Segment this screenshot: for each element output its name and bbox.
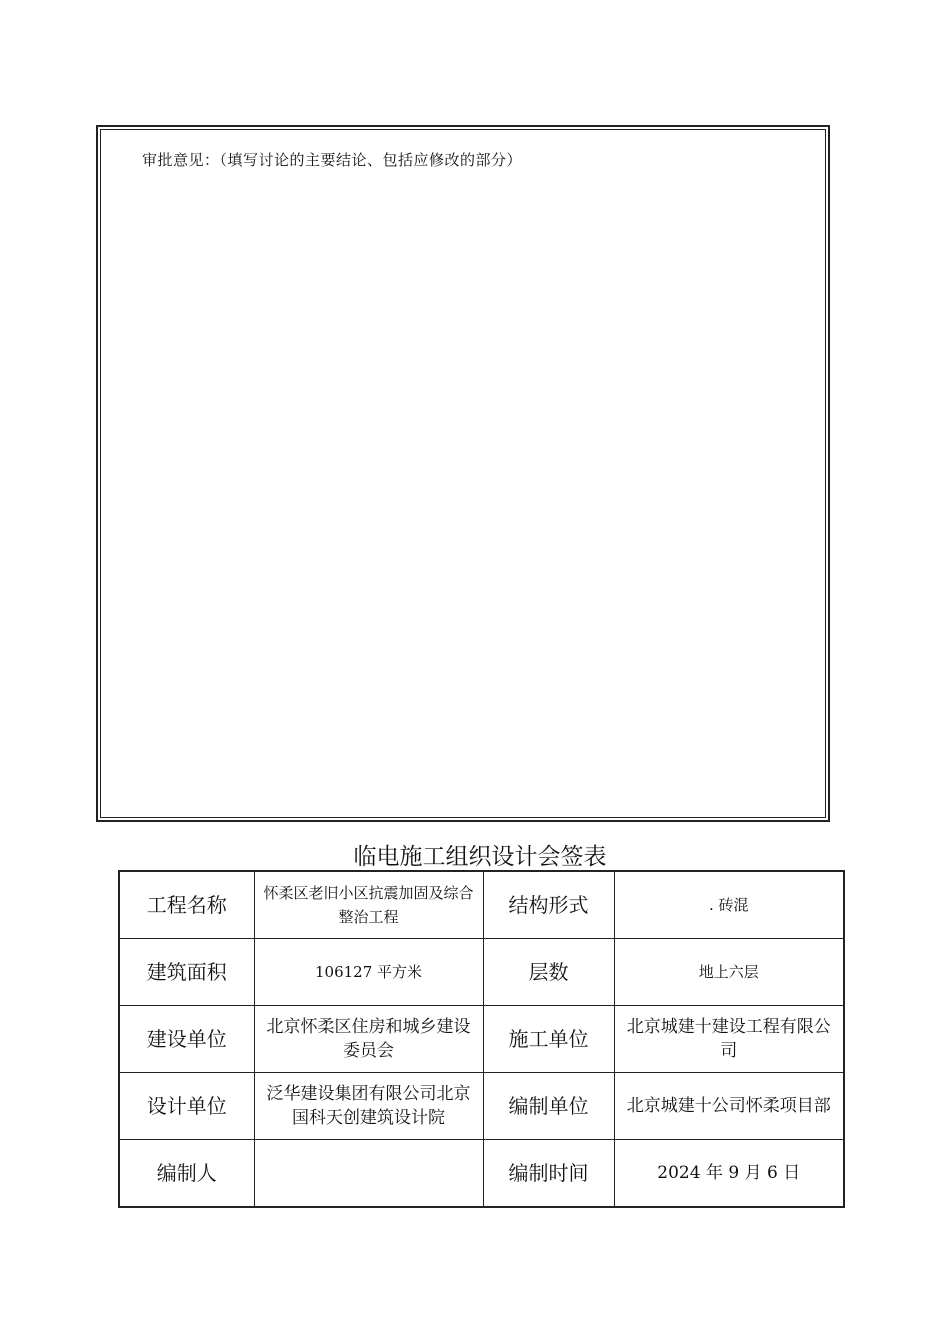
compiling-unit-label: 编制单位 xyxy=(483,1073,614,1140)
form-title: 临电施工组织设计会签表 xyxy=(353,844,607,870)
table-row xyxy=(119,1073,844,1140)
approval-opinion-label: 审批意见：（填写讨论的主要结论、包括应修改的部分） xyxy=(142,151,523,169)
approval-opinion-box[interactable] xyxy=(96,125,830,822)
building-area-value: 106127 平方米 xyxy=(254,939,483,1006)
design-unit-label: 设计单位 xyxy=(119,1073,254,1140)
compile-date-value: 2024 年 9 月 6 日 xyxy=(614,1140,844,1208)
table-row xyxy=(119,1140,844,1208)
compiler-label: 编制人 xyxy=(119,1140,254,1208)
compiling-unit-value: 北京城建十公司怀柔项目部 xyxy=(614,1073,844,1140)
building-area-label: 建筑面积 xyxy=(119,939,254,1006)
compile-date-label: 编制时间 xyxy=(483,1140,614,1208)
structure-type-value: . 砖混 xyxy=(614,871,844,939)
table-row xyxy=(119,939,844,1006)
compiler-value[interactable] xyxy=(254,1140,483,1208)
design-unit-value: 泛华建设集团有限公司北京国科天创建筑设计院 xyxy=(254,1073,483,1140)
construction-unit-label: 施工单位 xyxy=(483,1006,614,1073)
owner-unit-label: 建设单位 xyxy=(119,1006,254,1073)
table-row xyxy=(119,871,844,939)
floor-count-label: 层数 xyxy=(483,939,614,1006)
owner-unit-value: 北京怀柔区住房和城乡建设委员会 xyxy=(254,1006,483,1073)
signoff-table xyxy=(118,870,845,1208)
structure-type-label: 结构形式 xyxy=(483,871,614,939)
construction-unit-value: 北京城建十建设工程有限公司 xyxy=(614,1006,844,1073)
table-row xyxy=(119,1006,844,1073)
floor-count-value: 地上六层 xyxy=(614,939,844,1006)
project-name-label: 工程名称 xyxy=(119,871,254,939)
project-name-value: 怀柔区老旧小区抗震加固及综合整治工程 xyxy=(254,871,483,939)
